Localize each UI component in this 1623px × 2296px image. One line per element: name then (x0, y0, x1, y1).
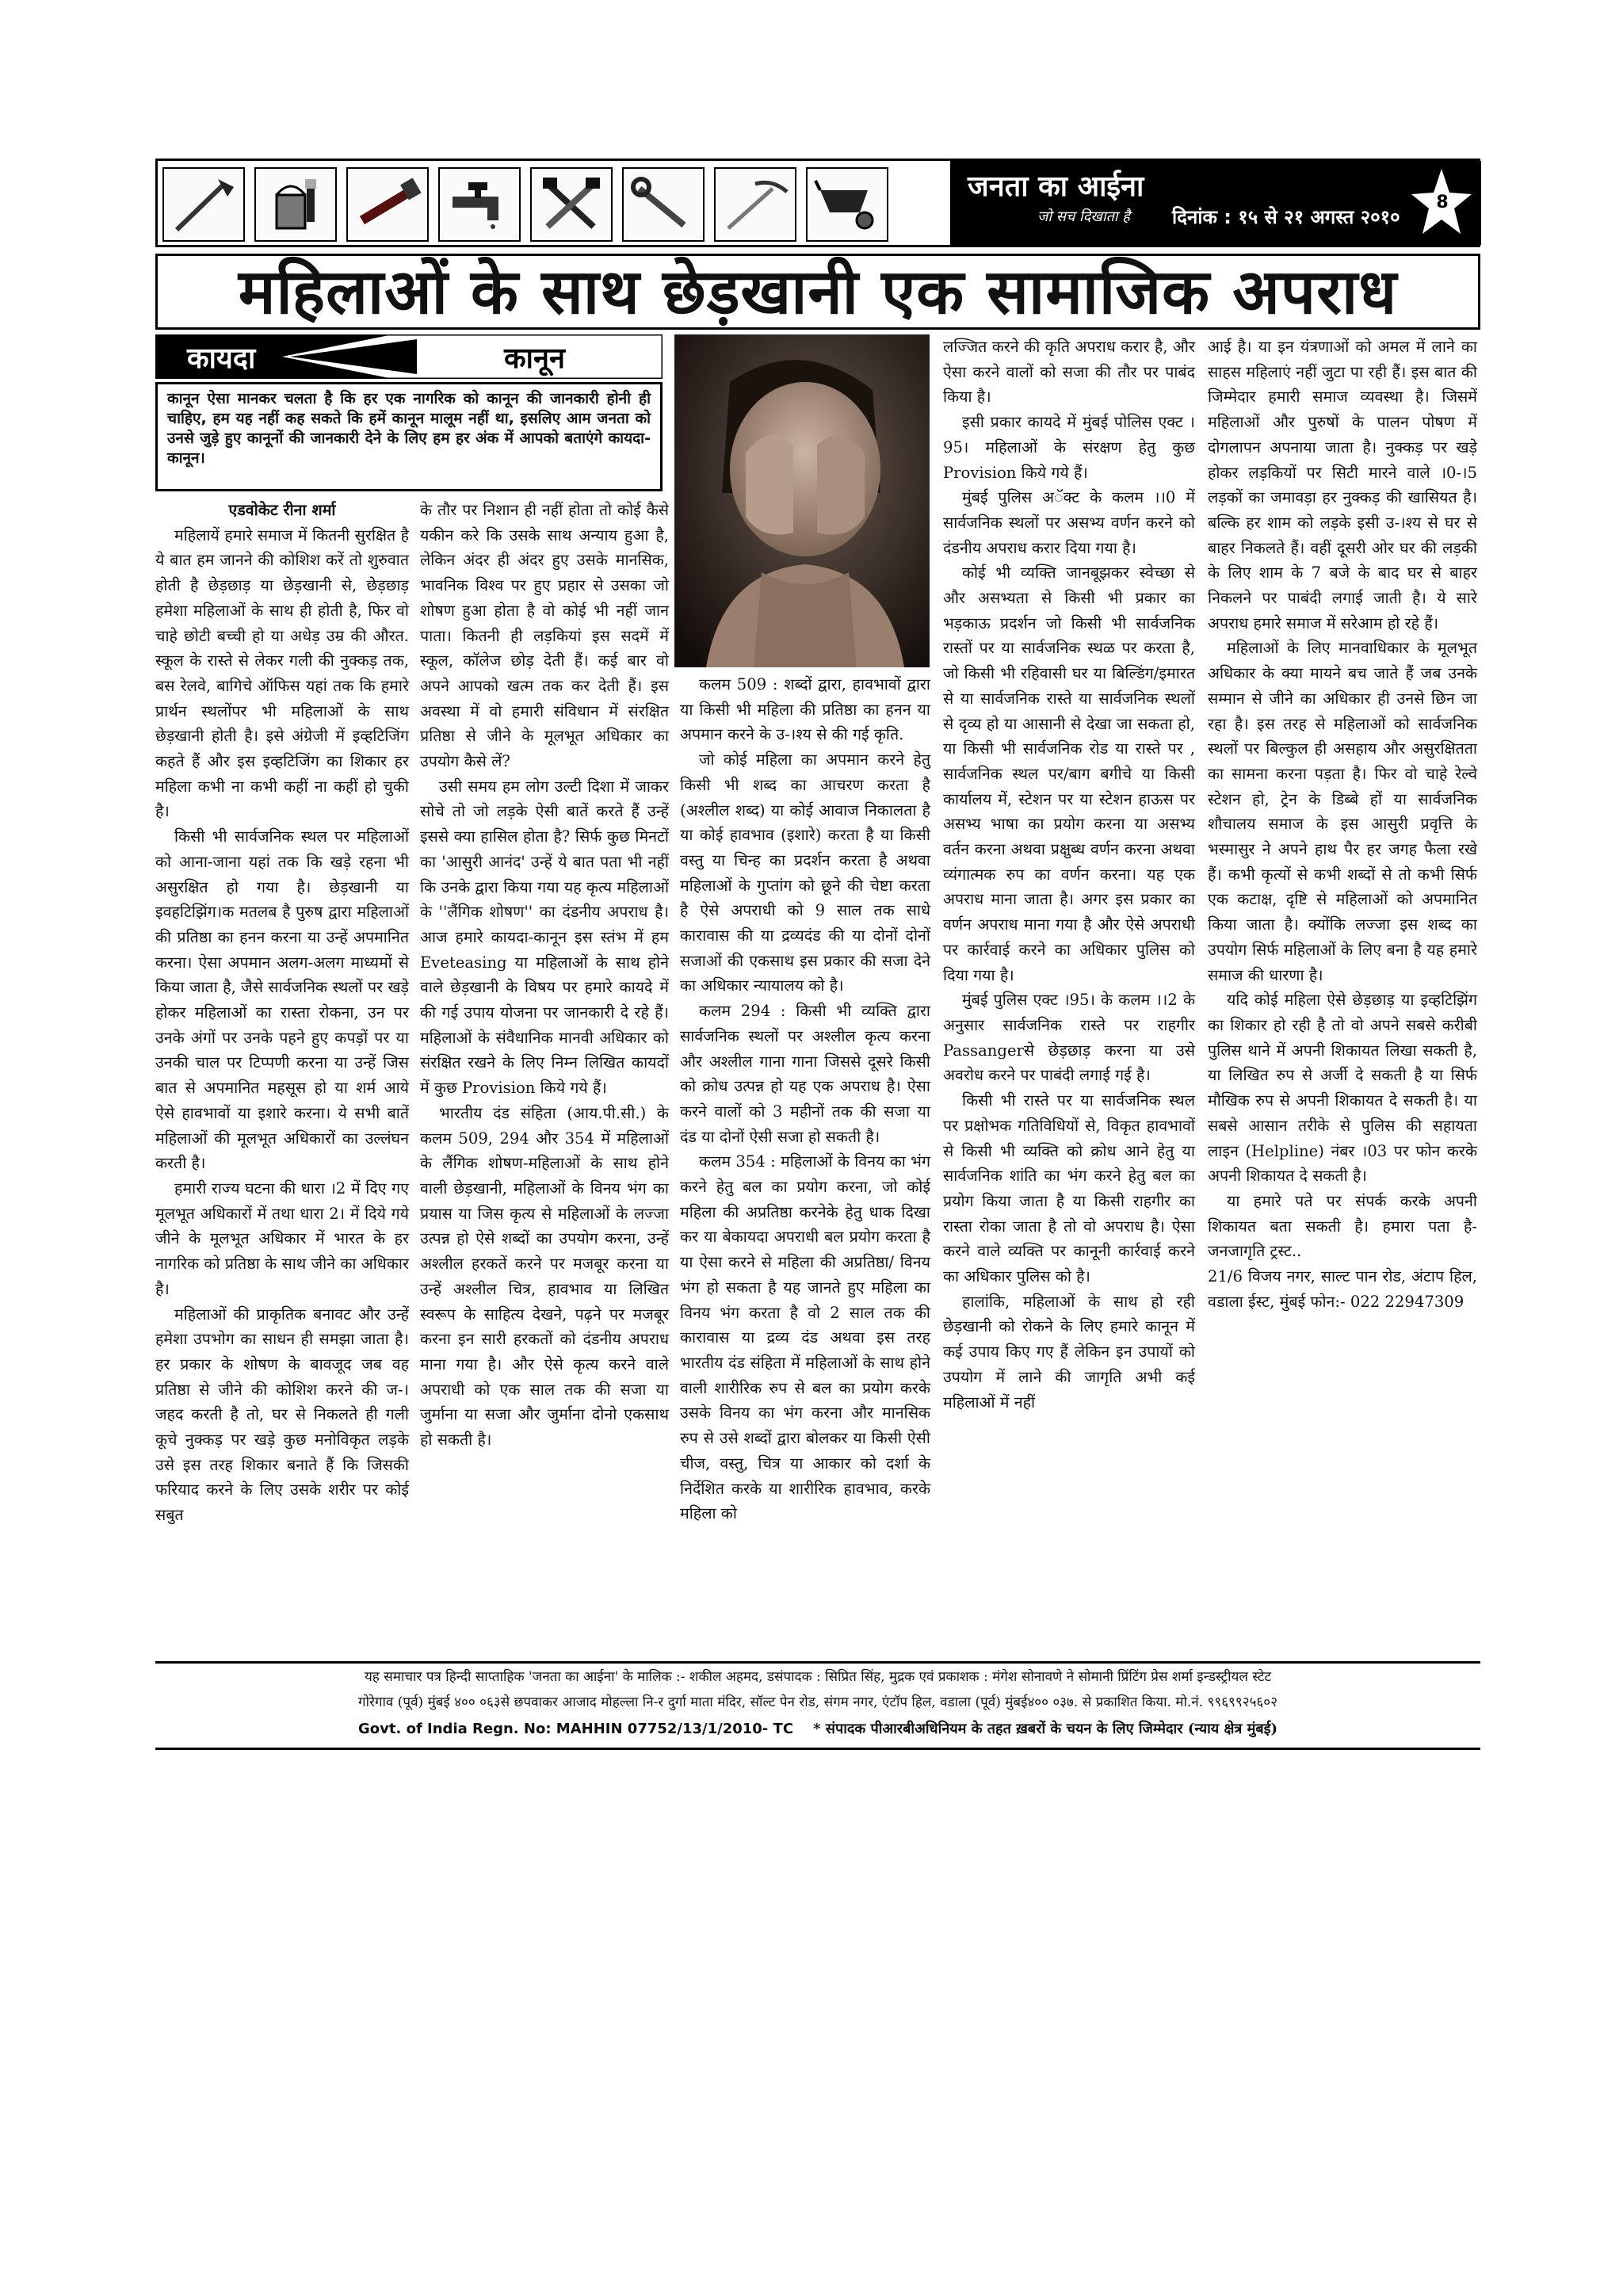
paragraph: कोई भी व्यक्ति जानबूझकर स्वेच्छा से और असभ्यता से किसी भी प्रकार का भड़काऊ प्रदर्शन जो किसी भी सार्वजनिक रास्तों पर या सार्वजनिक स्थळ पर करता है, जो किसी भी रहिवासी घर या बिल्डिंग/इमारत से या सार्वजनिक रास्ते या सार्वजनिक स्थलों से दृव्य हो या आसानी से देखा जा सकता हो, या किसी भी सार्वजनिक रोड या रास्ते पर , सार्वजनिक स्थल पर/बाग बगीचे या किसी कार्यालय में, स्टेशन पर या स्टेशन हाऊस पर असभ्य भाषा का प्रयोग करना या असभ्य वर्तन करना अथवा प्रक्षुब्ध वर्णन करना अथवा व्यंगात्मक रुप का वर्णन करना। यह एक अपराध माना जाता है। अगर इस प्रकार का वर्णन अपराध माना गया है और ऐसे अपराधी पर कार्रवाई करने का अधिकार पुलिस को दिया गया है। (943, 563, 1195, 984)
paragraph: मुंबई पुलिस अॅक्ट के कलम ।।0 में सार्वजनिक स्थलों पर असभ्य वर्णन करने को दंडनीय अपराध करार दिया गया है। (943, 488, 1195, 557)
paragraph: आई है। या इन यंत्रणाओं को अमल में लाने का साहस महिलाएं नहीं जुटा पा रही हैं। इस बात की जिम्मेदार हमारी समाज व्यवस्था है। जिसमें महिलाओं और पुरुषों के पालन पोषण में दोगलापन अपनाया जाता है। नुक्कड़ पर खड़े होकर लड़कियों पर सिटी मारने वाले ।0-।5 लड़कों का जमावड़ा हर नुक्कड़ की खासियत है। बल्कि हर शाम को लड़के इसी उ-।श्य से घर से बाहर निकलते हैं। वहीं दूसरी ओर घर की लड़की के लिए शाम के 7 बजे के बाद घर से बाहर निकलने पर पाबंदी लगाई जाती है। ये सारे अपराध हमारे समाज में सरेआम हो रहे हैं। (1208, 338, 1477, 632)
paragraph: कलम 509 : शब्दों द्वारा, हावभावों द्वारा या किसी भी महिला की प्रतिष्ठा का हनन या अपमान करने के उ-।श्य से की गई कृति. (680, 675, 930, 744)
registration-number: Govt. of India Regn. No: MAHHIN 07752/13/1/2010- TC (358, 1721, 794, 1737)
imprint-line-3 (155, 1719, 1480, 1738)
paragraph: लज्जित करने की कृति अपराध करार है, और ऐसा करने वालों को सजा की तौर पर पाबंद किया है। (943, 338, 1195, 407)
paragraph: किसी भी सार्वजनिक स्थल पर महिलाओं को आना-जाना यहां तक कि खड़े रहना भी असुरक्षित हो गया है। छेड़खानी या इवहटिझिंग।क मतलब है पुरुष द्वारा महिलाओं की प्रतिष्ठा का हनन करना या उन्हें अपमानित करना। ऐसा अपमान अलग-अलग माध्यमों से किया जाता है, जैसे सार्वजनिक स्थलों पर खड़े होकर महिलाओं का रास्ता रोकना, उन पर उनके अंगों पर उनके पहने हुए कपड़ों पर या उनकी चाल पर टिप्पणी करना या उन्हें जिस बात से अपमानित महसूस हो या शर्म आये ऐसे हावभावों या इशारे करना। ये सभी बातें महिलाओं की मूलभूत अधिकारों का उल्लंघन करती है। (155, 827, 409, 1173)
paragraph: उसी समय हम लोग उल्टी दिशा में जाकर सोचे तो जो लड़के ऐसी बातें करते हैं उन्हें इससे क्या हासिल होता है? सिर्फ कुछ मिनटों का 'आसुरी आनंद' उन्हें ये बात पता भी नहीं कि उनके द्वारा किया गया यह कृत्य महिलाओं के ''लैंगिक शोषण'' का दंडनीय अपराध है। आज हमारे कायदा-कानून इस स्तंभ में हम Eveteasing या महिलाओं के साथ होने वाले छेड़खानी के विषय पर हमारे कायदे में की गई उपाय योजना पर जानकारी दे रहे हैं। महिलाओं के संवैधानिक मानवी अधिकार को संरक्षित रखने के लिए निम्न लिखित कायदों में कुछ Provision किये गये हैं। (420, 777, 670, 1098)
masthead-tagline: जो सच दिखाता है (1037, 208, 1130, 225)
adjustable-wrench-icon (622, 167, 705, 242)
kayda-kanoon-banner (155, 334, 663, 379)
paragraph: के तौर पर निशान ही नहीं होता तो कोई कैसे यकीन करे कि उसके साथ अन्याय हुआ है, लेकिन अंदर ही अंदर हुए उसके मानसिक, भावनिक विश्‍व पर हुए प्रहार से उसका जो शोषण हुआ होता है वो कोई भी नहीं जान पाता। कितनी ही लड़कियां इस सदमें में स्कूल, कॉलेज छोड़ देती हैं। कई बार वो अपने आपको खत्म तक कर देती हैं। इस अवस्था में वो हमारी संविधान में संरक्षित प्रतिष्ठा से जीने के मूलभूत अधिकार का उपयोग कैसे लें? (420, 501, 669, 771)
article-column-2 (420, 498, 669, 1453)
paragraph: किसी भी रास्ते पर या सार्वजनिक स्थल पर प्रक्षोभक गतिविधियों से, विकृत हावभावों से किसी भी व्यक्ति को क्रोध आने हेतु या सार्वजनिक शांति का भंग करने हेतु बल का प्रयोग किया जाता है या किसी राहगीर का रास्ता रोका जाता है तो वो अपराध है। ऐसा करने वाले व्यक्ति पर कानूनी कार्रवाई करने का अधिकार पुलिस को है। (943, 1091, 1195, 1286)
paragraph: यदि कोई महिला ऐसे छेड़छाड़ या इव्हटिझिंग का शिकार हो रही है तो वो अपने सबसे करीबी पुलिस थाने में अपनी शिकायत लिखा सकती है, या लिखित रुप से अर्जी दे सकती है या सिर्फ मौखिक रुप से अपनी शिकायत दे सकती है। या सबसे आसान तरीके से पुलिस की सहायता लाइन (Helpline) नंबर ।03 पर फोन करके अपनी शिकायत दे सकती है। (1208, 991, 1477, 1186)
editor-note: * संपादक पीआरबीअधिनियम के तहत ख़बरों के चयन के लिए जिम्मेदार (न्याय क्षेत्र मुंबई) (813, 1721, 1277, 1737)
paragraph: हालांकि, महिलाओं के साथ हो रही छेड़खानी को रोकने के लिए हमारे कानून में कई उपाय किए गए हैं लेकिन इन उपायों को उपयोग में लाने की जागृति अभी कई महिलाओं में नहीं (943, 1292, 1195, 1412)
article-column-4 (943, 334, 1195, 1415)
imprint-line-1: यह समाचार पत्र हिन्दी साप्ताहिक 'जनता का आईना' के मालिक :- शकील अहमद, डसंपादक : सिप्रित सिंह, मुद्रक एवं प्रकाशक : मंगेश सोनावणे ने सोमानी प्रिंटिंग प्रेस शर्मा इन्डस्ट्रीयल स्टेट (364, 1669, 1272, 1685)
paint-bucket-icon (254, 167, 337, 242)
paragraph: महिलायें हमारे समाज में कितनी सुरक्षित है ये बात हम जानने की कोशिश करें तो शुरुवात होती है छेड़छाड़ या छेड़खानी से, छेड़छाड़ हमेशा महिलाओं के साथ ही होती है, फिर वो चाहे छोटी बच्ची हो या अधेड़ उम्र की औरत. स्कूल के रास्ते से लेकर गली की नुक्कड़ तक, बस रेलवे, बागिचे ऑफिस यहां तक कि हमारे प्रार्थन स्थलोंपर भी महिलाओं के साथ छेड़खानी होती है। इसे अंग्रेजी में इव्हटिजिंग कहते हैं और इस इव्हटिजिंग का शिकार हर महिला कभी ना कभी कहीं ना कहीं हो चुकी है। (155, 525, 409, 821)
imprint-line-2: गोरेगाव (पूर्व) मुंबई ४०० ०६३से छपवाकर आजाद मोहल्ला नि-र दुर्गा माता मंदिर, सॉल्ट पेन रोड, संगम नगर, एंटॉप हिल, वडाला (पूर्व) मुंबई४०० ०३७. से प्रकाशित किया. मो.नं. ९९६९९२५६०२ (358, 1694, 1277, 1710)
paragraph: भारतीय दंड संहिता (आय.पी.सी.) के कलम 509, 294 और 354 में महिलाओं के लैंगिक शोषण-महिलाओं के साथ होने वाली छेड़खानी, महिलाओं के विनय भंग का प्रयास या जिस कृत्य से महिलाओं के लज्जा उत्पन्न हो ऐसे शब्दों का उपयोग करना, उन्हें अश्‍लील हरकतें करने पर मजबूर करना या उन्हें अश्‍लील चित्र, हावभाव या लिखित स्वरूप के साहित्य देखने, पढ़ने पर मजबूर करना इन सारी हरकतों को दंडनीय अपराध माना गया है। और ऐसे कृत्य करने वाले अपराधी को एक साल तक की सजा या जुर्माना या सजा और जुर्माना दोनो एकसाथ हो सकती है। (420, 1103, 669, 1450)
issue-date: दिनांक : १५ से २१ अगस्त २०१० (1172, 206, 1400, 228)
wheelbarrow-icon (806, 167, 888, 242)
article-column-3 (680, 672, 930, 1526)
article-column-5 (1208, 334, 1477, 1314)
paragraph: या हमारे पते पर संपर्क करके अपनी शिकायत बता सकती है। हमारा पता है- जनजागृति ट्रस्ट.. (1208, 1191, 1477, 1261)
newspaper-page (155, 159, 1480, 1767)
pickaxe-icon (714, 167, 796, 242)
pipe-wrench-icon (346, 167, 429, 242)
paragraph: इसी प्रकार कायदे में मुंबई पोलिस एक्ट ।95। महिलाओं के संरक्षण हेतु कुछ Provision किये गये हैं। (943, 413, 1195, 482)
contact-address: 21/6 विजय नगर, साल्ट पान रोड, अंटाप हिल, वडाला ईस्ट, मुंबई फोन:- 022 22947309 (1208, 1267, 1477, 1311)
headline: महिलाओं के साथ छेड़खानी एक सामाजिक अपराध (155, 254, 1480, 330)
imprint-footer (155, 1661, 1480, 1750)
intro-box: कानून ऐसा मानकर चलता है कि हर एक नागरिक को कानून की जानकारी होनी ही चाहिए, हम यह नहीं कह सकते कि हमें कानून मालूम नहीं था, इसलिए आम जनता को उनसे जुड़े हुए कानूनों की जानकारी देने के लिए हम हर अंक में आपको बताएंगे कायदा-कानून। (155, 382, 663, 491)
hoe-icon (162, 167, 245, 242)
banner-left-label: कायदा (187, 342, 256, 375)
page-number: 8 (1436, 193, 1449, 212)
masthead-name: जनता का आईना (968, 170, 1144, 203)
paragraph: महिलाओं के लिए मानवाधिकार के मूलभूत अधिकार के क्या मायने बच जाते हैं जब उनके सम्मान से जीने का अधिकार ही उनसे छिन जा रहा है। इस तरह से महिलाओं को सार्वजनिक स्थलों पर बिल्कुल ही असहाय और असुरक्षितता का सामना करना पड़ता है। फिर वो चाहे रेल्वे स्टेशन हो, ट्रेन के डिब्बे हों या सार्वजनिक शौचालय समाज के इस आसुरी प्रवृत्ति के भस्मासुर ने अपने हाथ पैर हर जगह फैला रखे हैं। कभी कृत्यों से कभी शब्दों से तो कभी सिर्फ एक कटाक्ष, दृष्टि से महिलाओं को अपमानित किया जाता है। क्योंकि लज्जा इस शब्द का उपयोग सिर्फ महिलाओं के लिए बना है यह हमारे समाज की धारणा है। (1208, 639, 1477, 984)
paragraph: कलम 294 : किसी भी व्यक्ति द्वारा सार्वजनिक स्थलों पर अश्‍लील कृत्य करना और अश्‍लील गाना गाना जिससे दूसरे किसी को क्रोध उत्पन्न हो यह एक अपराध है। ऐसा करने वालों को 3 महीनों तक की सजा या दंड या दोनों ऐसी सजा हो सकती है। (680, 1002, 930, 1146)
header-strip (155, 159, 1480, 247)
masthead (950, 161, 1481, 245)
paragraph: महिलाओं की प्राकृतिक बनावट और उन्हें हमेशा उपभोग का साधन ही समझा जाता है। हर प्रकार के शोषण के बावजूद जब वह प्रतिष्ठा से जीने की कोशिश करने की ज-।जहद करती है तो, घर से निकलते ही गली कूचे नुक्कड़ पर खड़े कुछ मनोविकृत लड़के उसे इस तरह शिकार बनाते हैं कि जिसकी फरियाद करने के लिए उसके शरीर पर कोई सबुत (155, 1305, 409, 1525)
paragraph: मुंबई पुलिस एक्ट ।95। के कलम ।।2 के अनुसार सार्वजनिक रास्ते पर राहगीर Passangerसे छेड़छाड़ करना या उसे अवरोध करने पर पाबंदी लगाई गई है। (943, 991, 1195, 1085)
article-photo (674, 334, 930, 667)
paragraph: हमारी राज्य घटना की धारा ।2 में दिए गए मूलभूत अधिकारों में तथा धारा 2। में दिये गये जीने के मूलभूत अधिकार में भारत के हर नागरिक को प्रतिष्ठा के साथ जीने का अधिकार है। (155, 1179, 409, 1298)
crossed-tools-icon (530, 167, 613, 242)
paragraph: कलम 354 : महिलाओं के विनय का भंग करने हेतु बल का प्रयोग करना, जो कोई महिला की अप्रतिष्ठा करनेके हेतु धाक दिखा कर या बेकायदा अपराधी बल प्रयोग करता है या ऐसा करने से महिला की अप्रतिष्ठा/ विनय भंग हो सकता है यह जानते हुए महिला का विनय भंग करता है वो 2 साल तक की कारावास या द्रव्य दंड अथवा इस तरह भारतीय दंड संहिता में महिलाओं के साथ होने वाली शारीरिक रुप से बल का प्रयोग करके उसके विनय का भंग करना और मानसिक रुप से उसे शब्दों द्वारा बोलकर या किसी ऐसी चीज, वस्तु, चित्र या आकार को दर्शा के निर्देशित करके या शारीरिक हावभाव, करके महिला को (680, 1152, 930, 1523)
paragraph: जो कोई महिला का अपमान करने हेतु किसी भी शब्द का आचरण करता है (अश्‍लील शब्द) या कोई आवाज निकालता है या कोई हावभाव (इशारे) करता है या किसी वस्तु या चिन्ह का प्रदर्शन करता है अथवा महिलाओं के गुप्तांग को छूने की चेष्टा करता है ऐसे अपराधी को 9 साल तक साधे कारावास की या द्रव्यदंड की या दोनों दोनों सजाओं की एकसाथ इस प्रकार की सजा देने का अधिकार न्यायालय को है। (680, 751, 930, 995)
article-column-1 (155, 498, 409, 1528)
banner-right-label: कानून (504, 342, 565, 375)
author-byline: एडवोकेट रीना शर्मा (228, 501, 336, 519)
water-tap-icon (438, 167, 521, 242)
